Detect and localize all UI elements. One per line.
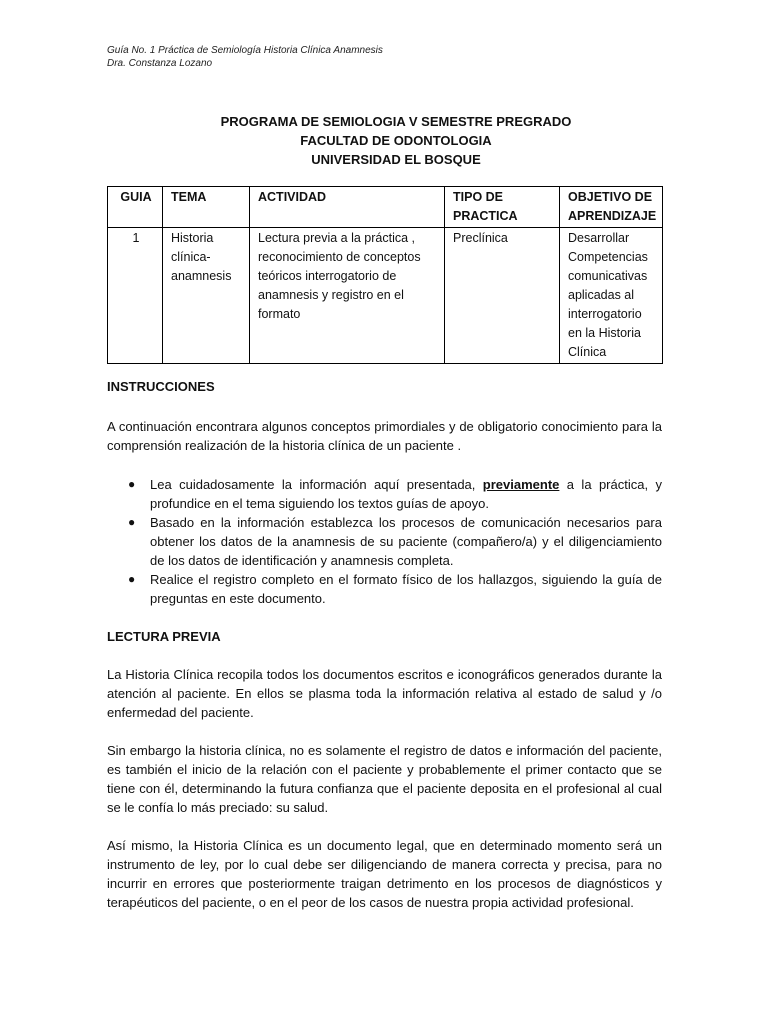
bullet-3-text: Realice el registro completo en el formato físico de los hallazgos, siguiendo la guía de preguntas en este documento. xyxy=(150,572,662,606)
guide-table xyxy=(107,186,663,364)
running-header xyxy=(107,44,383,70)
lectura-heading: LECTURA PREVIA xyxy=(107,629,221,644)
lectura-paragraph-1: La Historia Clínica recopila todos los documentos escritos e iconográficos generados durante la atención al paciente. En ellos se plasma toda la información relativa al estado de salud y /o enfermedad del paciente. xyxy=(107,667,662,720)
bullet-1-emphasis: previamente xyxy=(482,477,560,492)
list-item xyxy=(107,475,662,513)
bullet-1-post: a la práctica, y profundice en el tema siguiendo los textos guías de apoyo. xyxy=(150,477,662,511)
header-line-2: Dra. Constanza Lozano xyxy=(107,58,213,69)
list-item xyxy=(107,513,662,570)
header-tipo: TIPO DE PRACTICA xyxy=(445,187,560,228)
list-item xyxy=(107,570,662,608)
table-header-row xyxy=(108,187,663,228)
bullet-2-text: Basado en la información establezca los procesos de comunicación necesarios para obtener los datos de la anamnesis de su paciente (compañero/a) y el diligenciamiento de los datos de identificación y anamnesis completa. xyxy=(150,515,662,568)
header-line-1: Guía No. 1 Práctica de Semiología Historia Clínica Anamnesis xyxy=(107,45,383,56)
lectura-paragraph-3: Así mismo, la Historia Clínica es un documento legal, que en determinado momento será un instrumento de ley, por lo cual debe ser diligenciando de manera correcta y precisa, para no incurrir en errores que posteriormente traigan detrimento en los procesos de diagnósticos y terapéuticos del paciente, o en el peor de los casos de nuestra propia actividad profesional. xyxy=(107,838,662,910)
title-line-1: PROGRAMA DE SEMIOLOGIA V SEMESTRE PREGRADO xyxy=(220,114,572,129)
cell-guia: 1 xyxy=(108,228,163,364)
bullet-1-pre: Lea cuidadosamente la información aquí presentada, xyxy=(150,477,483,492)
bullet-icon: ● xyxy=(128,515,136,529)
lectura-paragraph-2: Sin embargo la historia clínica, no es solamente el registro de datos e información del paciente, es también el inicio de la relación con el paciente y probablemente el primer contacto que se tiene con él, determinando la futura confianza que el paciente deposita en el profesional al cual se le confía lo más preciado: su salud. xyxy=(107,743,662,815)
bullet-icon: ● xyxy=(128,477,136,491)
document-title xyxy=(0,112,768,169)
instrucciones-heading: INSTRUCCIONES xyxy=(107,379,215,394)
header-guia: GUIA xyxy=(108,187,163,228)
cell-tema: Historia clínica-anamnesis xyxy=(163,228,250,364)
header-objetivo: OBJETIVO DE APRENDIZAJE xyxy=(560,187,663,228)
header-tema: TEMA xyxy=(163,187,250,228)
instrucciones-intro: A continuación encontrara algunos conceptos primordiales y de obligatorio conocimiento para la comprensión realización de la historia clínica de un paciente . xyxy=(107,419,662,453)
bullet-icon: ● xyxy=(128,572,136,586)
table-row xyxy=(108,228,663,364)
instruction-list xyxy=(107,475,662,608)
cell-tipo: Preclínica xyxy=(445,228,560,364)
title-line-3: UNIVERSIDAD EL BOSQUE xyxy=(311,152,481,167)
title-line-2: FACULTAD DE ODONTOLOGIA xyxy=(300,133,492,148)
cell-objetivo: Desarrollar Competencias comunicativas aplicadas al interrogatorio en la Historia Clínica xyxy=(560,228,663,364)
cell-actividad: Lectura previa a la práctica , reconocimiento de conceptos teóricos interrogatorio de anamnesis y registro en el formato xyxy=(250,228,445,364)
header-actividad: ACTIVIDAD xyxy=(250,187,445,228)
